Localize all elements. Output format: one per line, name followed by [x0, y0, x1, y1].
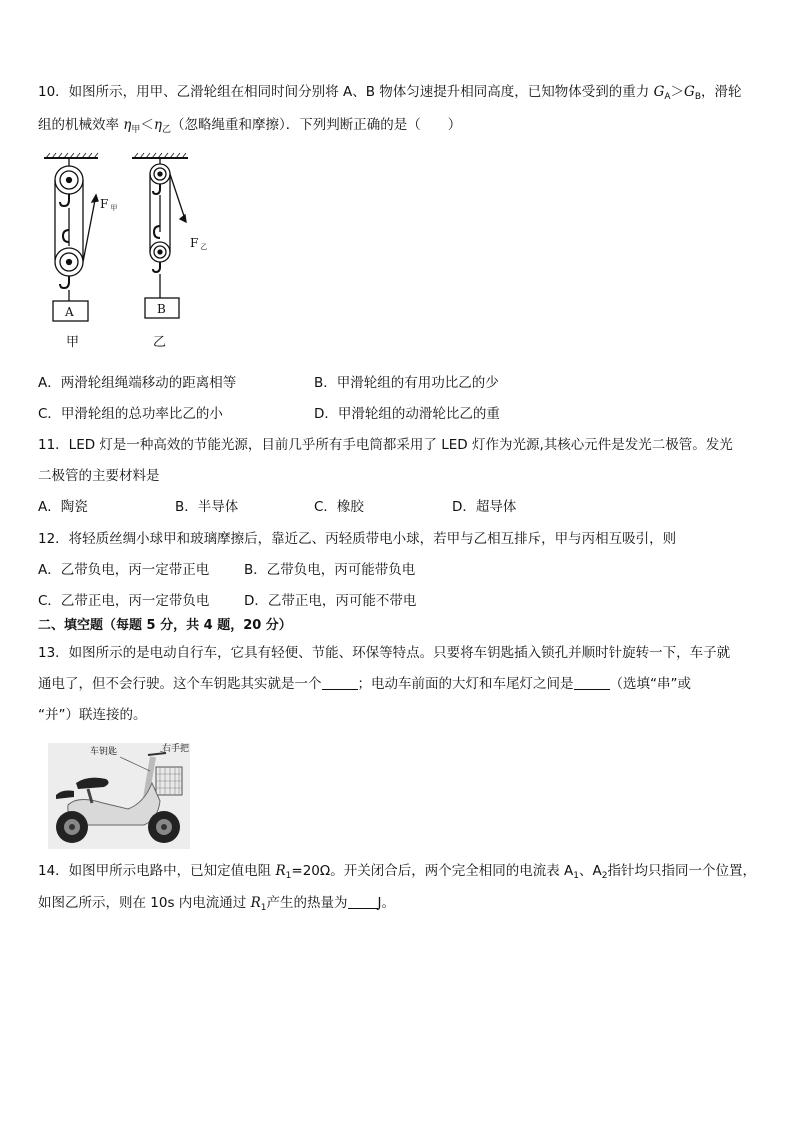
q11-option-d: D．超导体: [452, 499, 517, 515]
resistor-r1: R: [275, 863, 286, 879]
ebike-photo: [48, 743, 190, 849]
q10-option-b: B．甲滑轮组的有用功比乙的少: [314, 375, 499, 391]
q12-line1: 12．将轻质丝绸小球甲和玻璃摩擦后，靠近乙、丙轻质带电小球，若甲与乙相互排斥，甲与丙相互吸引，则: [38, 531, 677, 547]
answer-blank-3[interactable]: [348, 896, 378, 909]
q10-option-c: C．甲滑轮组的总功率比乙的小: [38, 406, 223, 422]
weight-gb: G: [684, 84, 695, 100]
caption-yi: 乙: [153, 335, 167, 350]
q14-line1: 14．如图甲所示电路中，已知定值电阻 $R_1=20\Omega$。开关闭合后，两个完全相同的电流表 $A_1$、$A_2$指针均只指同一个位置，: [38, 863, 756, 881]
q12-option-a: A．乙带负电，丙一定带正电: [38, 562, 210, 578]
q12-option-c: C．乙带正电，丙一定带负电: [38, 593, 210, 609]
q14-line2: 如图乙所示，则在 10s 内电流通过 $R_1$产生的热量为 J。: [38, 895, 395, 913]
q11-line1: 11．LED 灯是一种高效的节能光源，目前几乎所有手电筒都采用了 LED 灯作为光源,其核心元件是发光二极管。发光: [38, 437, 733, 453]
pull-rope-jia: [83, 195, 96, 262]
q12-option-d: D．乙带正电，丙可能不带电: [244, 593, 417, 609]
box-b-label: B: [157, 302, 166, 316]
q11-option-b: B．半导体: [175, 499, 239, 515]
q10-option-d: D．甲滑轮组的动滑轮比乙的重: [314, 406, 500, 422]
label-car-key: 车钥匙: [90, 747, 118, 757]
q13-line3: “并”）联连接的。: [38, 707, 147, 723]
force-jia-label: F甲: [100, 197, 118, 212]
q13-line2: 通电了，但不会行驶。这个车钥匙其实就是一个 ；电动车前面的大灯和车尾灯之间是 （选填“串”或: [38, 676, 691, 692]
force-yi-label: F乙: [190, 236, 208, 251]
section-2-heading: 二、填空题（每题 5 分，共 4 题，20 分）: [38, 618, 292, 633]
pulley-figure: [38, 150, 228, 350]
answer-blank-2[interactable]: [574, 677, 610, 690]
pull-rope-yi: [170, 174, 186, 222]
q10-option-a: A．两滑轮组绳端移动的距离相等: [38, 375, 237, 391]
weight-ga: G: [653, 84, 665, 100]
q11-line2: 二极管的主要材料是: [38, 468, 160, 484]
answer-blank-1[interactable]: [322, 677, 358, 690]
q10-line2: 组的机械效率 $\eta_甲<\eta_乙$（忽略绳重和摩擦）．下列判断正确的是（ ）: [38, 117, 462, 135]
q13-line1: 13．如图所示的是电动自行车，它具有轻便、节能、环保等特点。只要将车钥匙插入锁孔并顺时针旋转一下，车子就: [38, 645, 731, 661]
q11-option-a: A．陶瓷: [38, 499, 88, 515]
caption-jia: 甲: [66, 335, 80, 350]
q12-option-b: B．乙带负电，丙可能带负电: [244, 562, 416, 578]
q10-line1: 10．如图所示，用甲、乙滑轮组在相同时间分别将 A、B 物体匀速提升相同高度，已知物体受到的重力 $G_A>G_B$，滑轮: [38, 84, 742, 102]
box-a-label: A: [65, 305, 74, 319]
q11-option-c: C．橡胶: [314, 499, 364, 515]
label-right-handle: 右手把: [162, 744, 190, 754]
